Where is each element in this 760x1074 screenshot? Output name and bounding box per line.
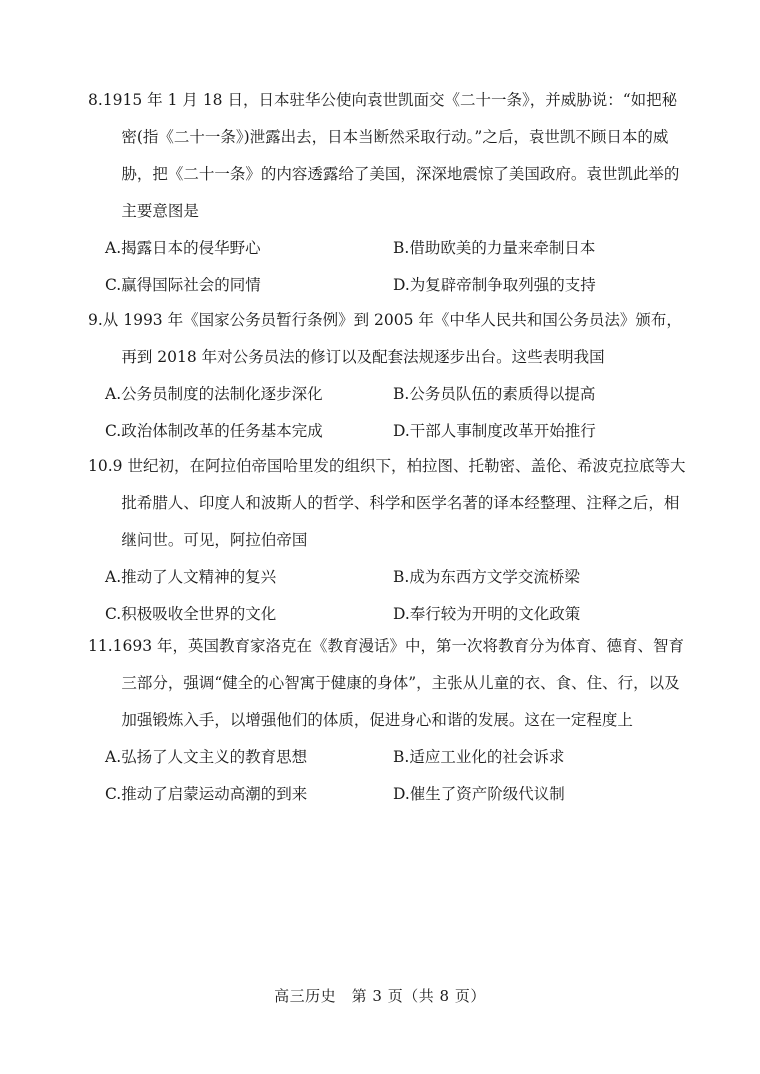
- option-b: B.适应工业化的社会诉求: [393, 748, 565, 766]
- question-number: 11.: [88, 637, 113, 655]
- question-stem: [88, 302, 688, 376]
- question-number: 8.: [88, 91, 103, 109]
- question-text: 1693 年，英国教育家洛克在《教育漫话》中，第一次将教育分为体育、德育、智育三部分，强调“健全的心智寓于健康的身体”，主张从儿童的衣、食、住、行，以及加强锻炼入手，以增强他们的体质，促进身心和谐的发展。这在一定程度上: [112, 637, 685, 729]
- option-c: C.赢得国际社会的同情: [105, 276, 261, 294]
- option-a: A.推动了人文精神的复兴: [105, 568, 277, 586]
- option-a: A.公务员制度的法制化逐步深化: [105, 385, 323, 403]
- question-11: [88, 628, 688, 813]
- question-9: [88, 302, 688, 450]
- option-b: B.借助欧美的力量来牵制日本: [393, 239, 596, 257]
- question-text: 从 1993 年《国家公务员暂行条例》到 2005 年《中华人民共和国公务员法》颁布，再到 2018 年对公务员法的修订以及配套法规逐步出台。这些表明我国: [102, 311, 682, 366]
- option-d: D.催生了资产阶级代议制: [393, 785, 565, 803]
- question-stem: [88, 448, 688, 559]
- option-c: C.推动了启蒙运动高潮的到来: [105, 785, 308, 803]
- option-c: C.积极吸收全世界的文化: [105, 605, 277, 623]
- page-footer: 高三历史 第 3 页（共 8 页）: [274, 987, 486, 1005]
- option-d: D.奉行较为开明的文化政策: [393, 605, 581, 623]
- options: [105, 739, 688, 813]
- question-text: 1915 年 1 月 18 日，日本驻华公使向袁世凯面交《二十一条》，并威胁说：“如把秘密(指《二十一条》)泄露出去，日本当断然采取行动。”之后，袁世凯不顾日本的威胁，把《二十一条》的内容透露给了美国，深深地震惊了美国政府。袁世凯此举的主要意图是: [102, 91, 680, 220]
- option-b: B.公务员队伍的素质得以提高: [393, 385, 596, 403]
- option-a: A.揭露日本的侵华野心: [105, 239, 261, 257]
- option-c: C.政治体制改革的任务基本完成: [105, 422, 323, 440]
- question-stem: [88, 82, 688, 230]
- option-d: D.为复辟帝制争取列强的支持: [393, 276, 596, 294]
- options: [105, 230, 688, 304]
- question-text: 9 世纪初，在阿拉伯帝国哈里发的组织下，柏拉图、托勒密、盖伦、希波克拉底等大批希腊人、印度人和波斯人的哲学、科学和医学名著的译本经整理、注释之后，相继问世。可见，阿拉伯帝国: [112, 457, 686, 549]
- question-number: 9.: [88, 311, 103, 329]
- options: [105, 559, 688, 633]
- question-8: [88, 82, 688, 304]
- question-stem: [88, 628, 688, 739]
- option-a: A.弘扬了人文主义的教育思想: [105, 748, 308, 766]
- options: [105, 376, 688, 450]
- option-d: D.干部人事制度改革开始推行: [393, 422, 596, 440]
- question-number: 10.: [88, 457, 113, 475]
- question-10: [88, 448, 688, 633]
- option-b: B.成为东西方文学交流桥梁: [393, 568, 580, 586]
